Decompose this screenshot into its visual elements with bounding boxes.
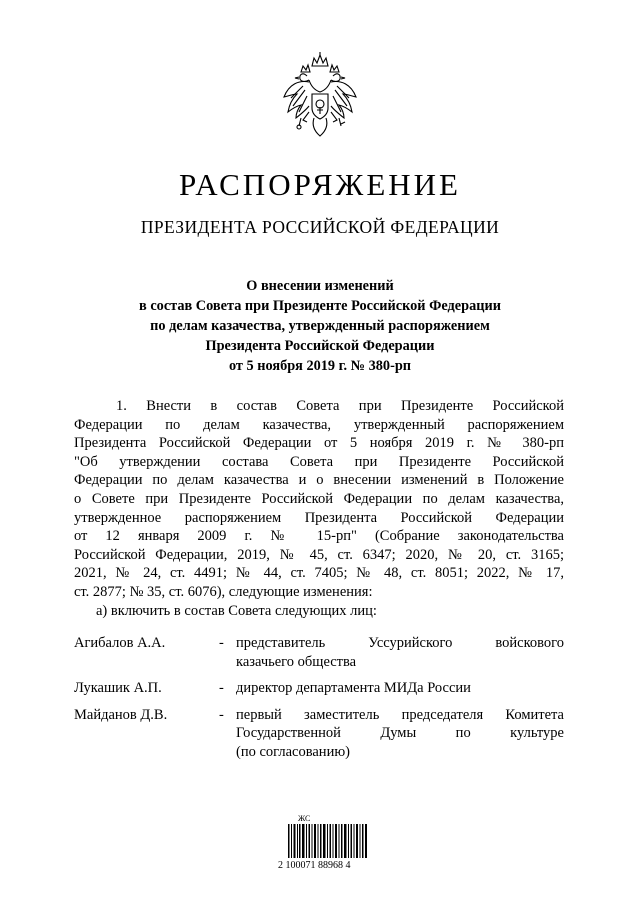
dash: - [219, 680, 224, 697]
body-paragraph [74, 397, 564, 620]
body-line: Федерации по делам казачества и о внесении изменений в Положение [74, 472, 564, 489]
person-entry [74, 706, 564, 762]
heading-line: в состав Совета при Президенте Российской Федерации [139, 298, 501, 314]
position-line: представитель Уссурийского войскового [236, 635, 564, 651]
persons-list [74, 634, 564, 770]
body-line: 1. Внести в состав Совета при Президенте Российской [116, 398, 564, 414]
body-line: ст. 2877; № 35, ст. 6076), следующие изменения: [74, 583, 373, 600]
person-position [236, 706, 564, 762]
person-name: Агибалов А.А. [74, 635, 166, 651]
body-line: "Об утверждении состава Совета при Президенте Российской [74, 453, 564, 470]
document-heading [60, 276, 580, 376]
barcode-block [272, 814, 372, 884]
body-line: утвержденное распоряжением Президента Российской Федерации [74, 509, 564, 526]
barcode-mark: ЖС [298, 814, 311, 823]
document-type-title: РАСПОРЯЖЕНИЕ [179, 167, 461, 202]
heading-line: О внесении изменений [246, 278, 394, 294]
person-entry [74, 679, 564, 698]
heading-line: Президента Российской Федерации [205, 338, 435, 354]
body-line: Федерации по делам казачества, утвержденный распоряжением [74, 416, 564, 433]
dash: - [219, 706, 224, 723]
person-entry [74, 634, 564, 671]
sub-item-a: а) включить в состав Совета следующих лиц: [96, 602, 377, 619]
heading-line: от 5 ноября 2019 г. № 380-рп [228, 358, 412, 374]
position-line: казачьего общества [236, 653, 357, 670]
body-line: Российской Федерации, 2019, № 45, ст. 6347; 2020, № 20, ст. 3165; [74, 546, 564, 563]
body-line: о Совете при Президенте Российской Федерации по делам казачества, [74, 490, 564, 507]
issuer-subtitle: ПРЕЗИДЕНТА РОССИЙСКОЙ ФЕДЕРАЦИИ [140, 217, 500, 237]
position-line: (по согласованию) [236, 743, 350, 760]
coat-of-arms-icon [279, 52, 361, 138]
heading-line: по делам казачества, утвержденный распоряжением [150, 318, 490, 334]
person-position [236, 634, 564, 671]
body-line: от 12 января 2009 г. № 15-рп" (Собрание законодательства [74, 528, 564, 545]
person-name: Лукашик А.П. [74, 680, 162, 697]
position-line: Государственной Думы по культуре [236, 725, 564, 742]
person-position [236, 679, 564, 698]
position-line: первый заместитель председателя Комитета [236, 706, 564, 723]
position-line: директор департамента МИДа России [236, 680, 471, 697]
body-line: 2021, № 24, ст. 4491; № 44, ст. 7405; № 48, ст. 8051; 2022, № 17, [74, 565, 564, 582]
dash: - [219, 635, 224, 651]
barcode-icon [288, 824, 368, 858]
person-name: Майданов Д.В. [74, 706, 168, 723]
body-line: Президента Российской Федерации от 5 ноября 2019 г. № 380-рп [74, 435, 564, 452]
barcode-number: 2 100071 88968 4 [278, 860, 351, 871]
